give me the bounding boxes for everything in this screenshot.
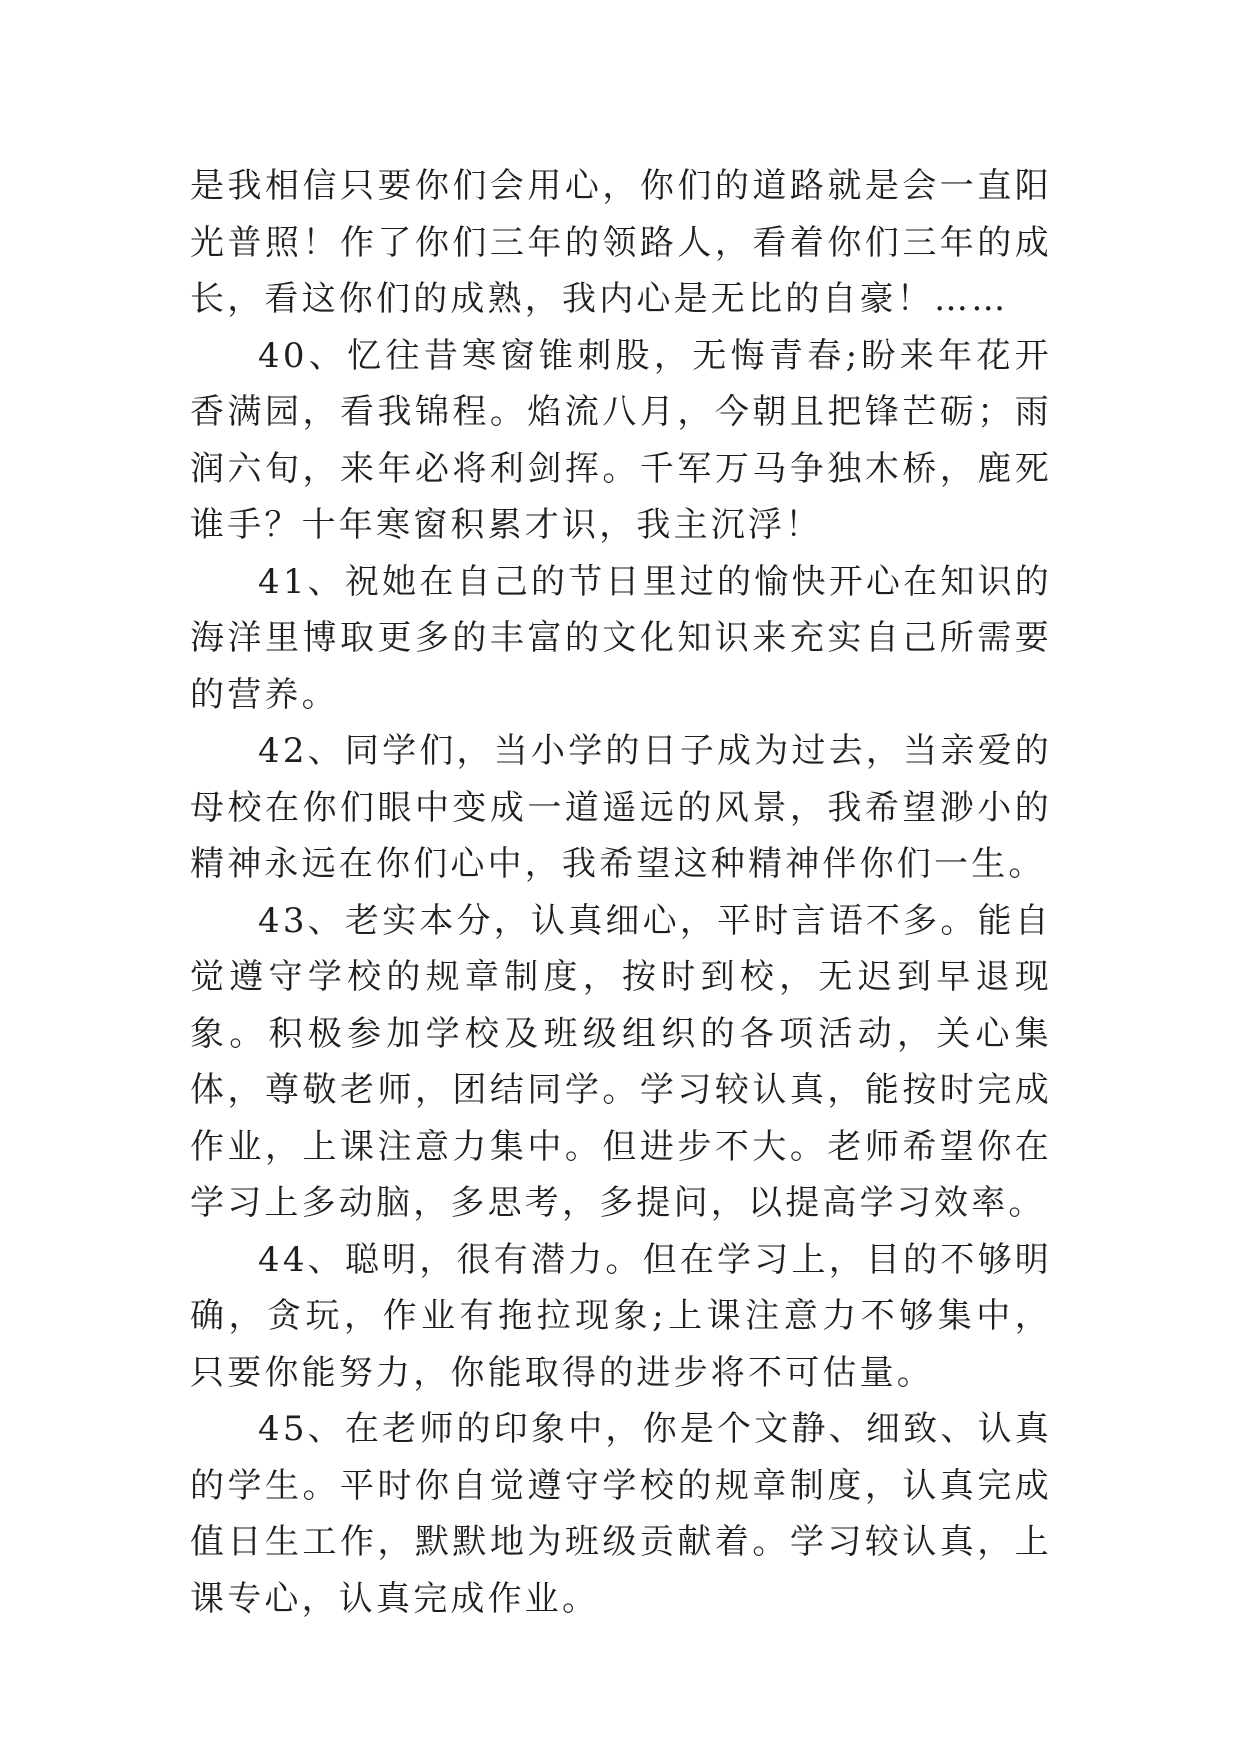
paragraph-item-40: 40、忆往昔寒窗锥刺股，无悔青春;盼来年花开香满园，看我锦程。焰流八月，今朝且把锋芒砺；雨润六旬，来年必将利剑挥。千军万马争独木桥，鹿死谁手？十年寒窗积累才识，我主沉浮！ <box>190 335 1052 545</box>
paragraph-item-41: 41、祝她在自己的节日里过的愉快开心在知识的海洋里博取更多的丰富的文化知识来充实自己所需要的营养。 <box>190 561 1052 715</box>
paragraph-item-42: 42、同学们，当小学的日子成为过去，当亲爱的母校在你们眼中变成一道遥远的风景，我希望渺小的精神永远在你们心中，我希望这种精神伴你们一生。 <box>190 731 1052 884</box>
paragraph-item-44: 44、聪明，很有潜力。但在学习上，目的不够明确，贪玩，作业有拖拉现象;上课注意力不够集中，只要你能努力，你能取得的进步将不可估量。 <box>190 1239 1052 1393</box>
paragraph-item-45: 45、在老师的印象中，你是个文静、细致、认真的学生。平时你自觉遵守学校的规章制度，认真完成值日生工作，默默地为班级贡献着。学习较认真，上课专心，认真完成作业。 <box>190 1409 1052 1619</box>
paragraph-continuation: 是我相信只要你们会用心，你们的道路就是会一直阳光普照！作了你们三年的领路人，看着你们三年的成长，看这你们的成熟，我内心是无比的自豪！…… <box>190 166 1052 319</box>
paragraph-item-43: 43、老实本分，认真细心，平时言语不多。能自觉遵守学校的规章制度，按时到校，无迟到早退现象。积极参加学校及班级组织的各项活动，关心集体，尊敬老师，团结同学。学习较认真，能按时完成作业，上课注意力集中。但进步不大。老师希望你在学习上多动脑，多思考，多提问，以提高学习效率。 <box>190 900 1052 1223</box>
document-body <box>190 158 1052 1627</box>
